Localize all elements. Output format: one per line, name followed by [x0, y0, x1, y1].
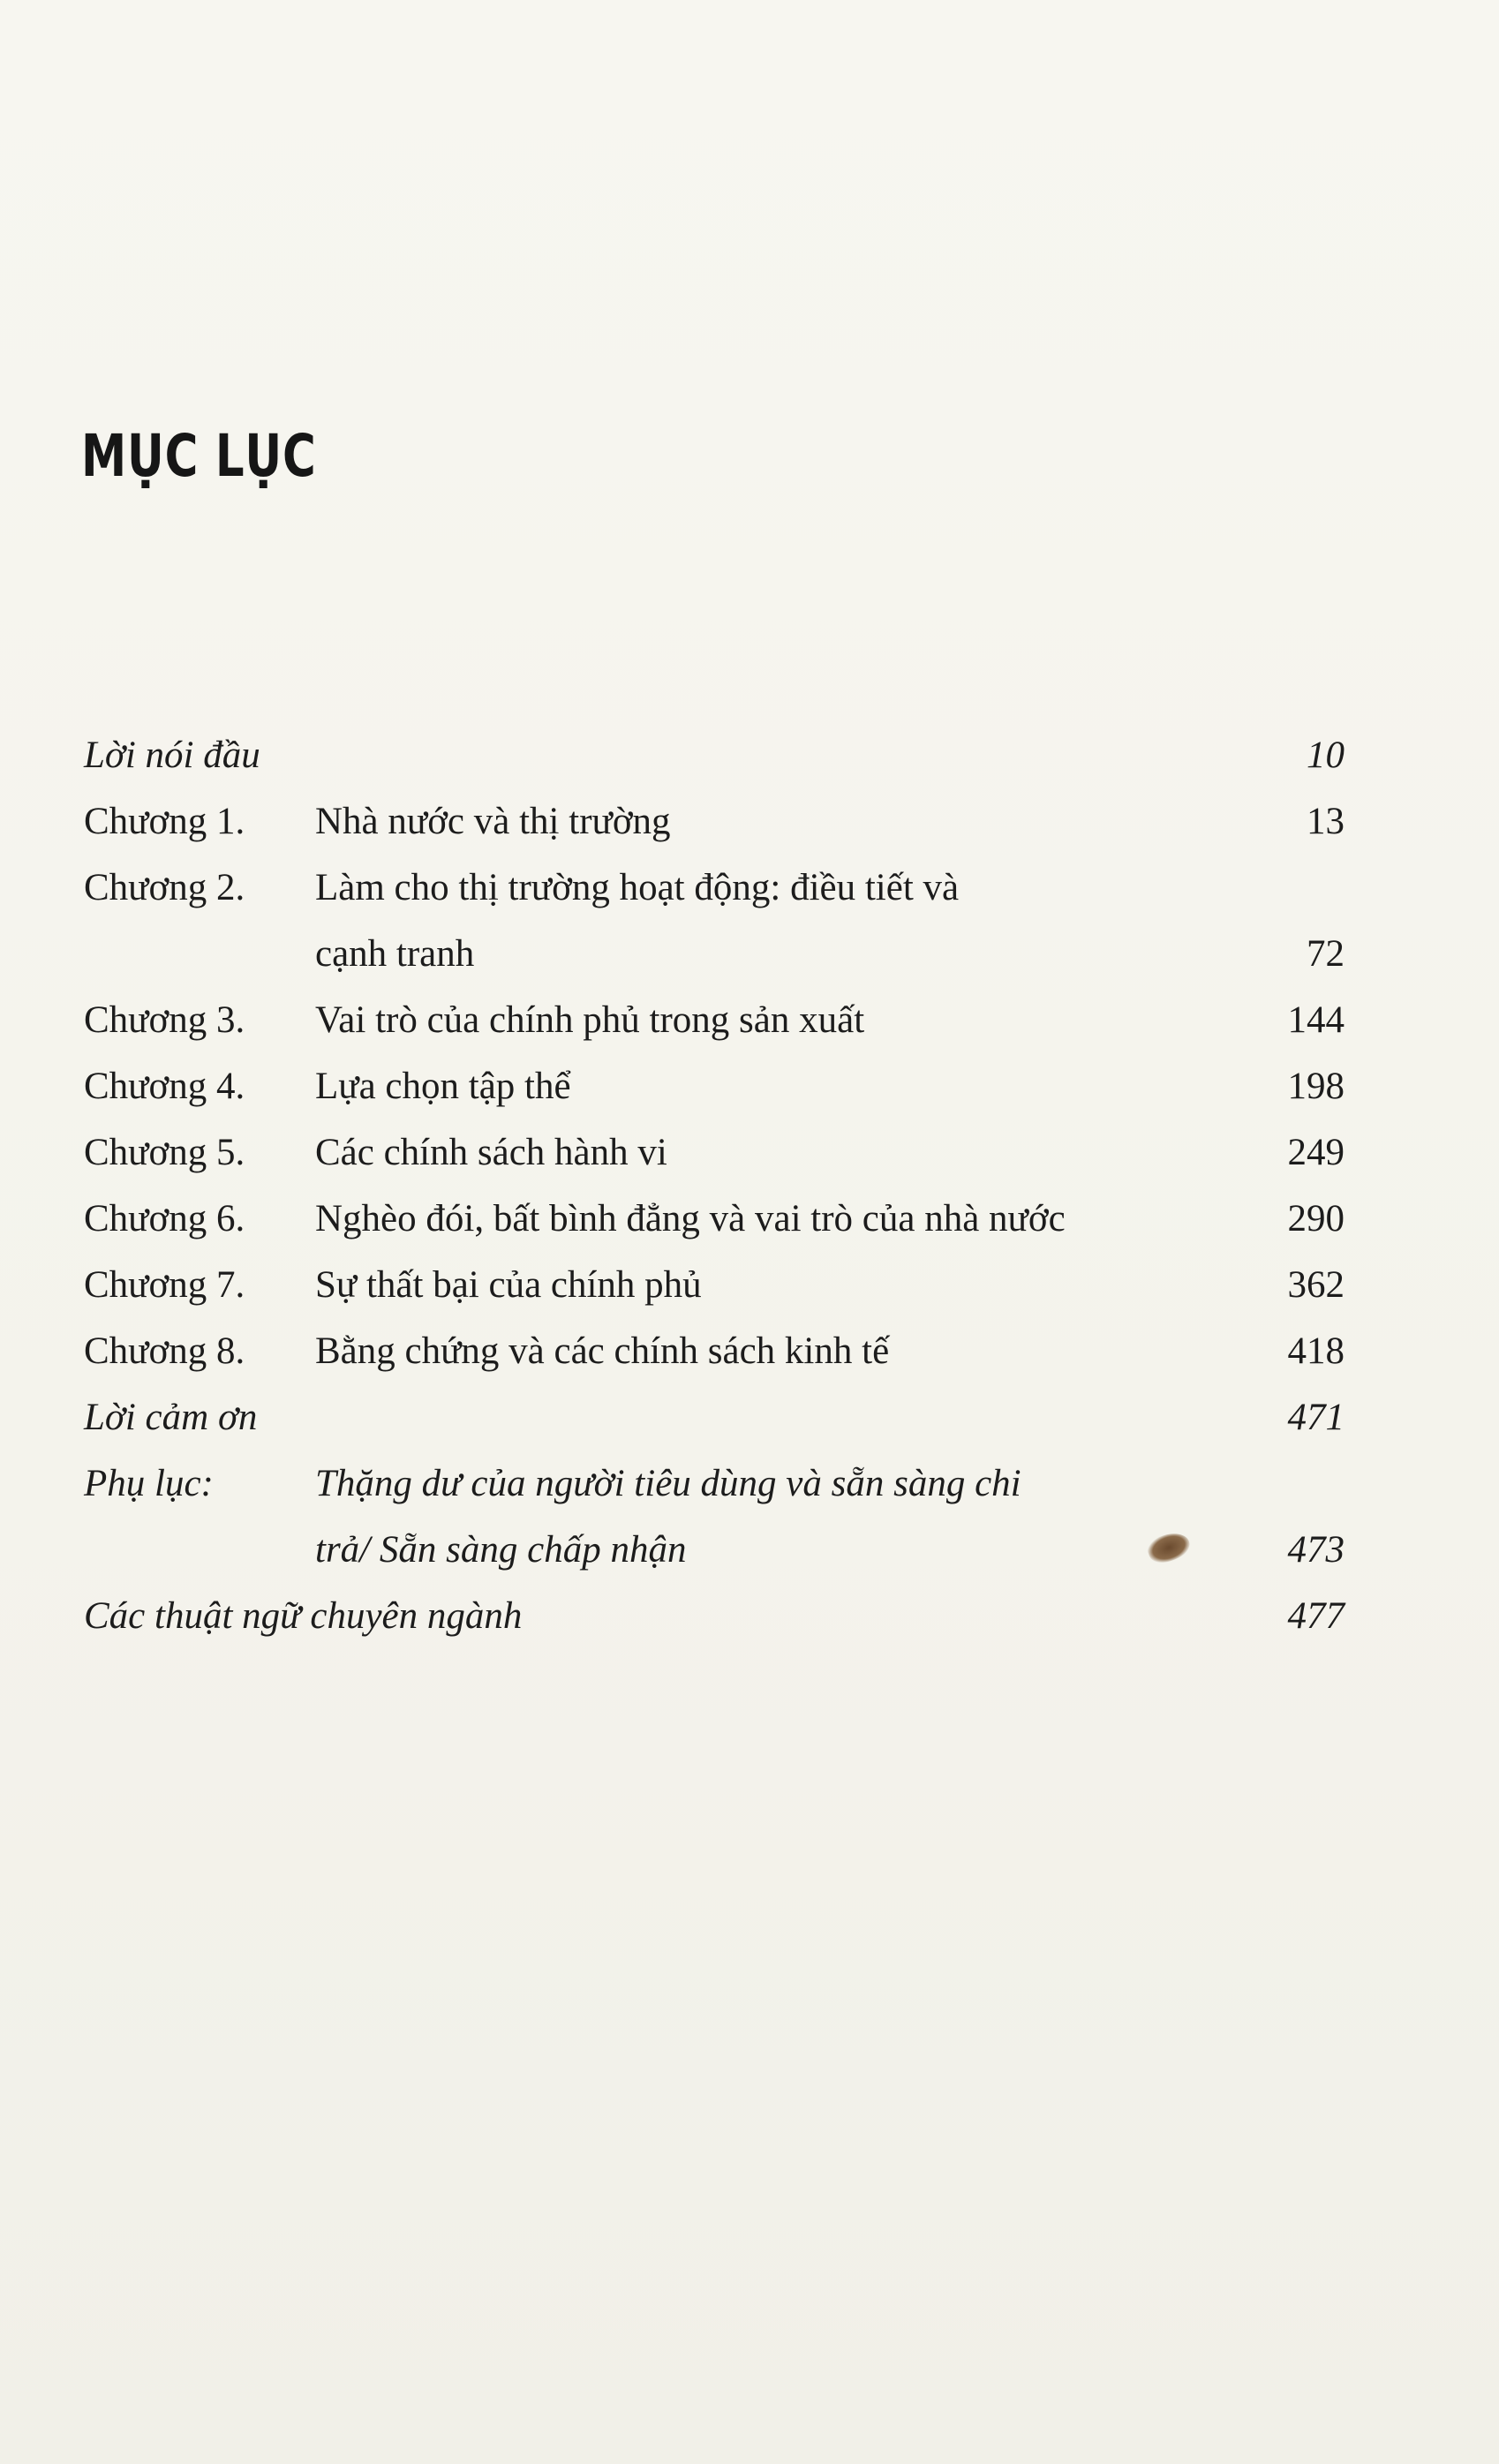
toc-entry-title: Các chính sách hành vi: [315, 1132, 667, 1173]
toc-entry-page: 198: [1287, 1066, 1345, 1107]
toc-entry-title: Lựa chọn tập thể: [315, 1066, 571, 1107]
toc-entry-title: Vai trò của chính phủ trong sản xuất: [315, 999, 865, 1041]
toc-entry-chapter-7: [84, 1252, 1345, 1318]
toc-entry-title: Nghèo đói, bất bình đẳng và vai trò của nhà nước: [315, 1198, 1066, 1240]
toc-entry-chapter-5: [84, 1119, 1345, 1186]
toc-entry-label: Chương 1.: [84, 801, 245, 842]
toc-entry-preface: [84, 722, 1345, 788]
toc-entry-label: Chương 3.: [84, 999, 245, 1041]
toc-entry-label: Chương 5.: [84, 1132, 245, 1173]
toc-entry-page: 477: [1287, 1595, 1345, 1637]
toc-entry-label: Các thuật ngữ chuyên ngành: [84, 1595, 523, 1637]
toc-entry-page: 144: [1287, 999, 1345, 1041]
toc-entry-page: 72: [1307, 933, 1345, 975]
toc-entry-title: Bằng chứng và các chính sách kinh tế: [315, 1330, 890, 1372]
toc-entry-label: Phụ lục:: [84, 1463, 214, 1504]
table-of-contents: [84, 722, 1345, 1649]
toc-entry-title: [315, 1451, 1265, 1583]
toc-entry-label: Chương 6.: [84, 1198, 245, 1240]
toc-entry-title-line-2: trả/ Sẵn sàng chấp nhận: [315, 1529, 687, 1571]
toc-entry-page: 418: [1287, 1330, 1345, 1372]
toc-entry-title-line-1: Thặng dư của người tiêu dùng và sẵn sàng chi: [315, 1463, 1021, 1504]
toc-entry-page: 13: [1307, 801, 1345, 842]
toc-entry-page: 10: [1307, 735, 1345, 776]
toc-entry-page: 290: [1287, 1198, 1345, 1240]
toc-entry-title: Sự thất bại của chính phủ: [315, 1264, 702, 1306]
toc-entry-chapter-6: [84, 1186, 1345, 1252]
toc-entry-title: [315, 855, 1265, 987]
toc-entry-page: 362: [1287, 1264, 1345, 1306]
toc-entry-label: Chương 7.: [84, 1264, 245, 1306]
toc-entry-chapter-8: [84, 1318, 1345, 1384]
toc-entry-chapter-1: [84, 788, 1345, 855]
toc-entry-title-line-1: Làm cho thị trường hoạt động: điều tiết và: [315, 867, 960, 908]
toc-entry-chapter-3: [84, 987, 1345, 1053]
toc-entry-label: Lời nói đầu: [84, 735, 260, 776]
toc-entry-label: Chương 2.: [84, 867, 245, 908]
toc-entry-page: 249: [1287, 1132, 1345, 1173]
toc-entry-label: Lời cảm ơn: [84, 1397, 258, 1438]
toc-entry-page: 471: [1287, 1397, 1345, 1438]
toc-entry-title-line-2: cạnh tranh: [315, 933, 475, 975]
page-title: MỤC LỤC: [81, 422, 317, 490]
toc-entry-glossary: [84, 1583, 1345, 1649]
toc-entry-page: 473: [1287, 1529, 1345, 1571]
toc-entry-chapter-4: [84, 1053, 1345, 1119]
toc-entry-acknowledgements: [84, 1384, 1345, 1451]
toc-entry-title: Nhà nước và thị trường: [315, 801, 671, 842]
toc-entry-chapter-2: [84, 855, 1345, 987]
toc-entry-label: Chương 8.: [84, 1330, 245, 1372]
toc-entry-label: Chương 4.: [84, 1066, 245, 1107]
toc-entry-appendix: [84, 1451, 1345, 1583]
